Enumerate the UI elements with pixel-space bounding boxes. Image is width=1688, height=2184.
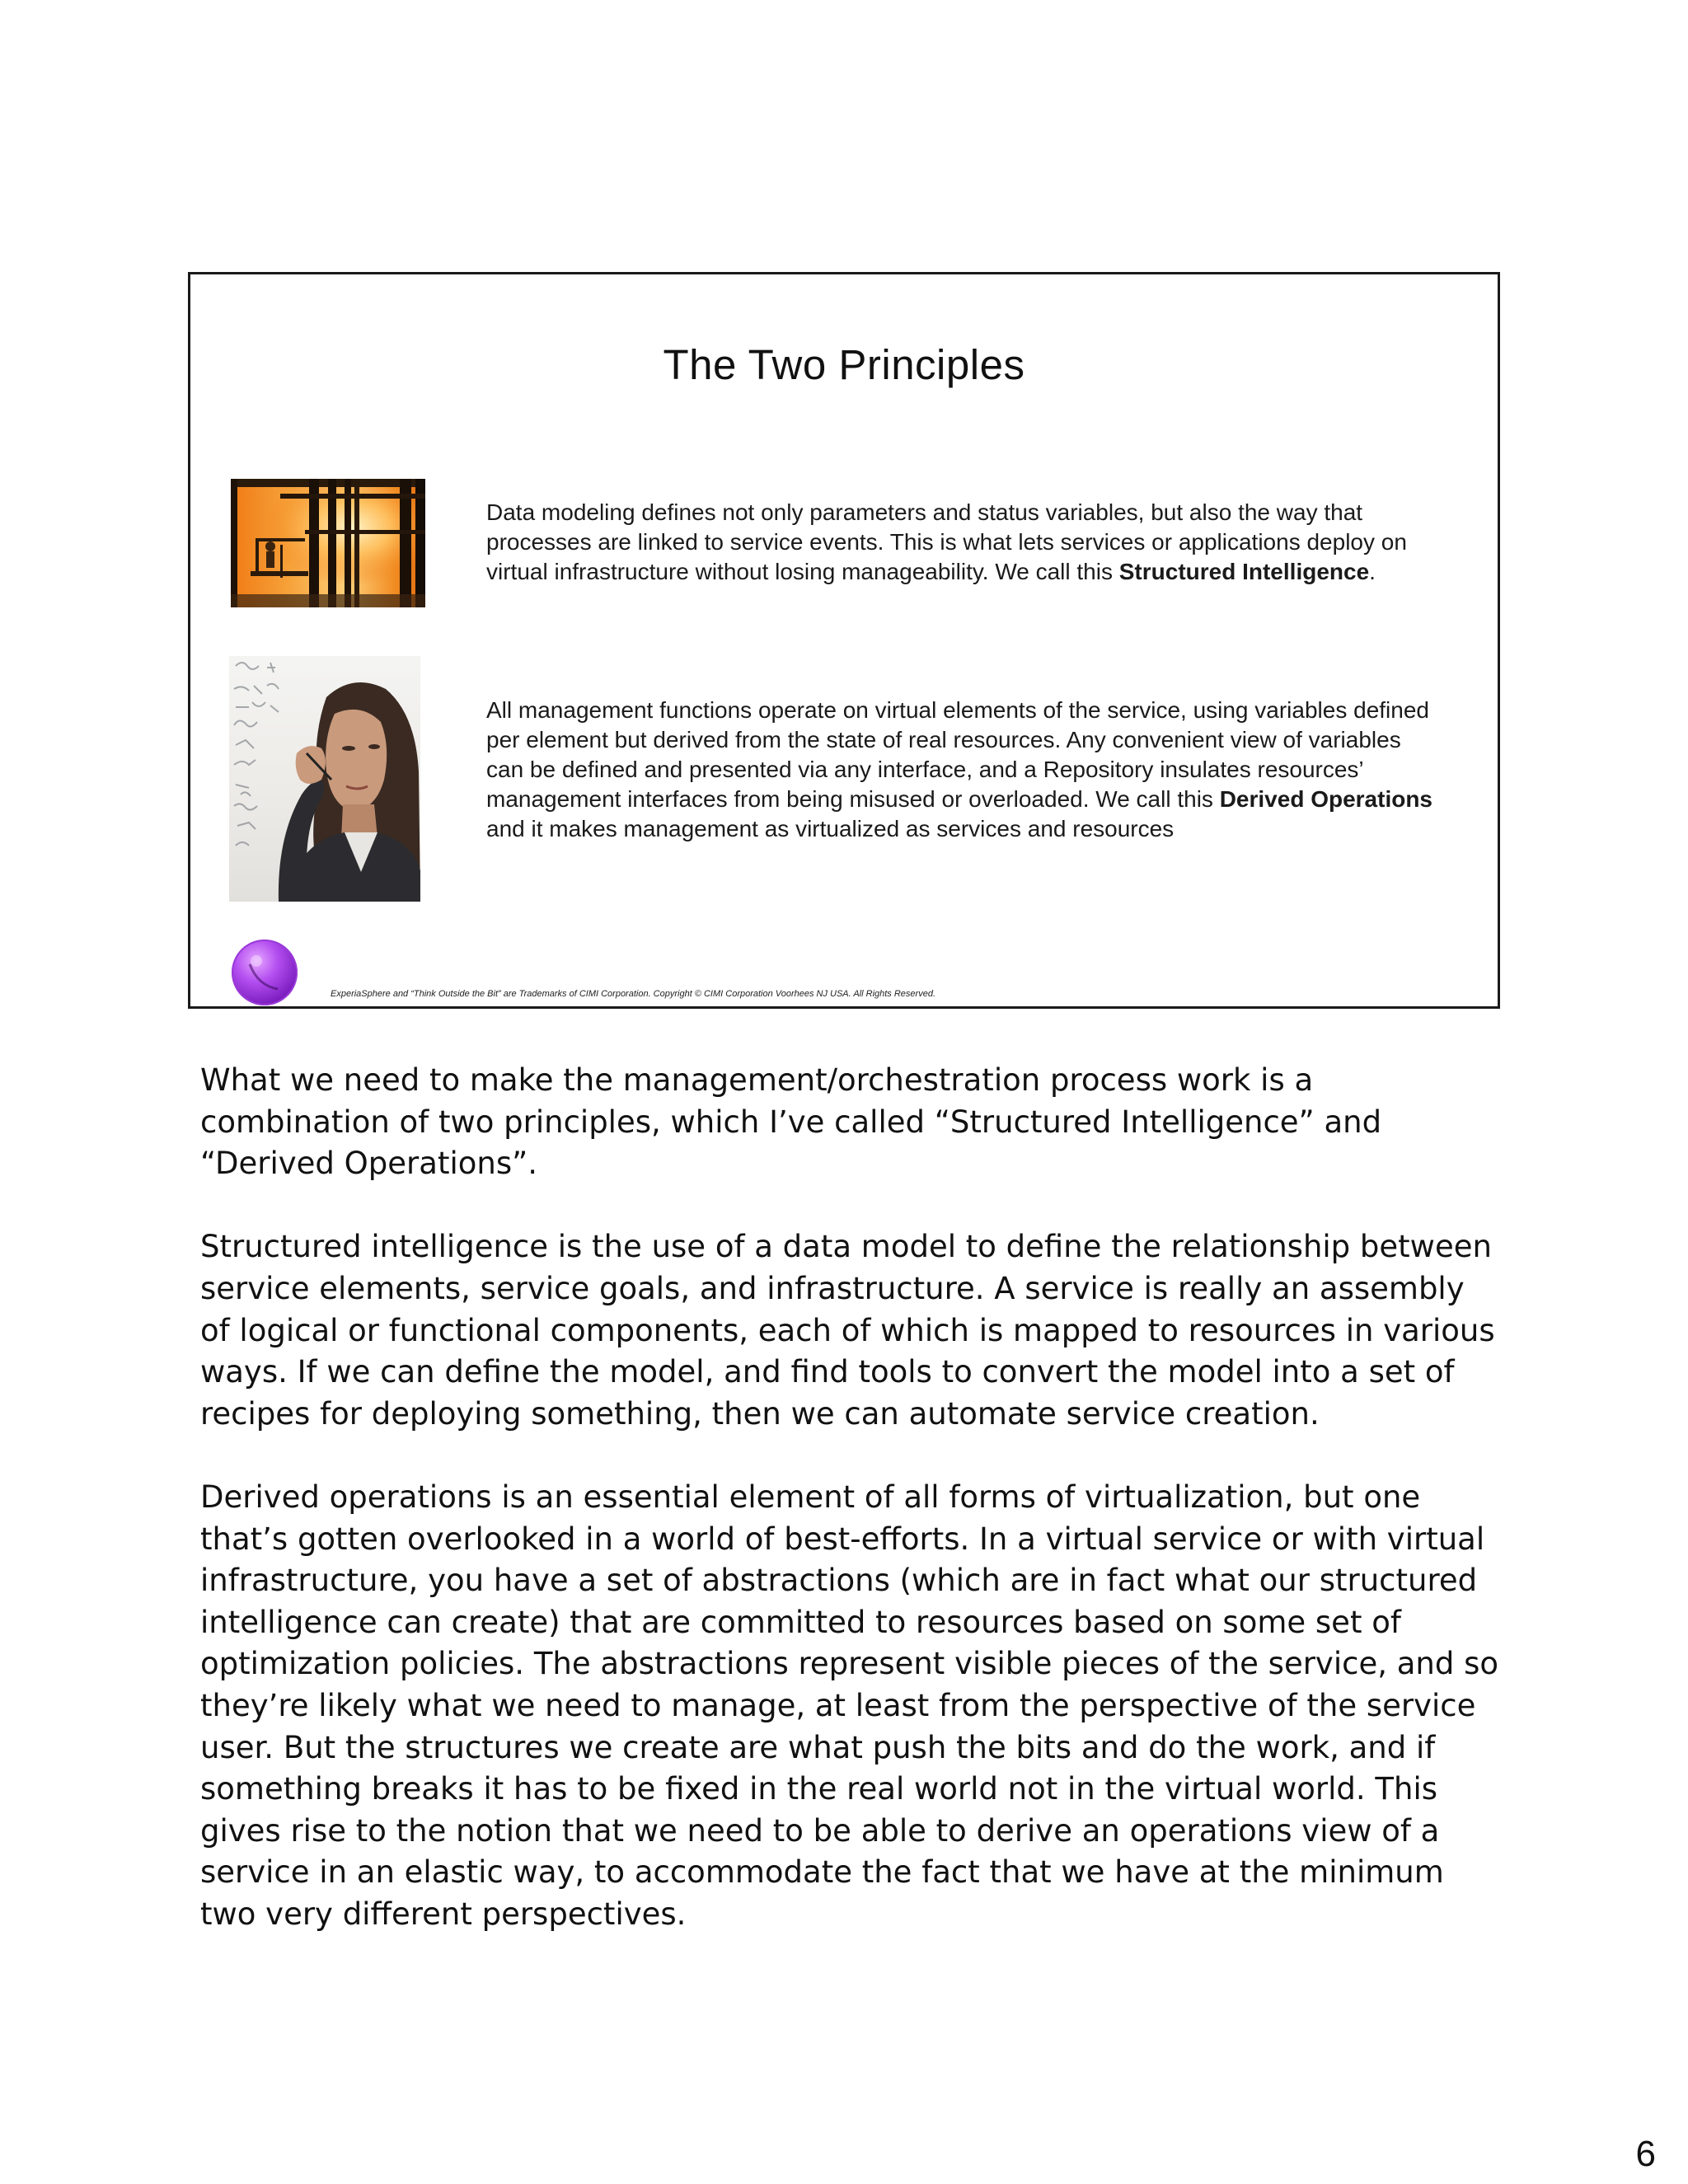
- principle-structured-intelligence-text: [486, 498, 1442, 587]
- purple-sphere-logo-icon: [232, 940, 298, 1005]
- trademark-notice: ExperiaSphere and “Think Outside the Bit” are Trademarks of CIMI Corporation. Copyright © CIMI Corporation Voorhees NJ USA. All Rights Reserved.: [331, 989, 935, 999]
- industrial-scaffolding-image: [231, 479, 425, 607]
- slide-title: The Two Principles: [663, 341, 1025, 388]
- woman-writing-formulas-image: [229, 656, 420, 902]
- notes-paragraph: What we need to make the management/orchestration process work is a combination of two principles, which I’ve called “Structured Intelligence” and “Derived Operations”.: [200, 1062, 1382, 1182]
- principle-1-text-end: .: [1369, 559, 1376, 584]
- slide-frame: [188, 272, 1500, 1009]
- page-number: 6: [1635, 2134, 1656, 2174]
- principle-2-text-end: and it makes management as virtualized as services and resources: [486, 816, 1175, 841]
- principle-1-bold: Structured Intelligence: [1118, 559, 1370, 584]
- principle-derived-operations-text: [486, 696, 1442, 844]
- principle-1-text: Data modeling defines not only parameters and status variables, but also the way that processes are linked to service events. This is what lets services or applications deploy on virtual infrastructure without losing manageability. We call this: [486, 499, 1407, 584]
- principle-2-text: All management functions operate on virtual elements of the service, using variables defined per element but derived from the state of real resources. Any convenient view of variables can be defined and presented via any interface, and a Repository insulates resources’ management interfaces from being misused or overloaded. We call this: [486, 697, 1429, 812]
- notes-paragraph: Derived operations is an essential element of all forms of virtualization, but one that’s gotten overlooked in a world of best-efforts. In a virtual service or with virtual infrastructure, you have a set of abstractions (which are in fact what our structured intelligence can create) that are committed to resources based on some set of optimization policies. The abstractions represent visible pieces of the service, and so they’re likely what we need to manage, at least from the perspective of the service user. But the structures we create are what push the bits and do the work, and if something breaks it has to be fixed in the real world not in the virtual world. This gives rise to the notion that we need to be able to derive an operations view of a service in an elastic way, to accommodate the fact that we have at the minimum two very different perspectives.: [200, 1479, 1499, 1932]
- speaker-notes: [200, 1060, 1503, 1977]
- notes-paragraph: Structured intelligence is the use of a data model to define the relationship between service elements, service goals, and infrastructure. A service is really an assembly of logical or functional components, each of which is mapped to resources in various ways. If we can define the model, and find tools to convert the model into a set of recipes for deploying something, then we can automate service creation.: [200, 1229, 1495, 1432]
- principle-2-bold: Derived Operations: [1219, 786, 1433, 812]
